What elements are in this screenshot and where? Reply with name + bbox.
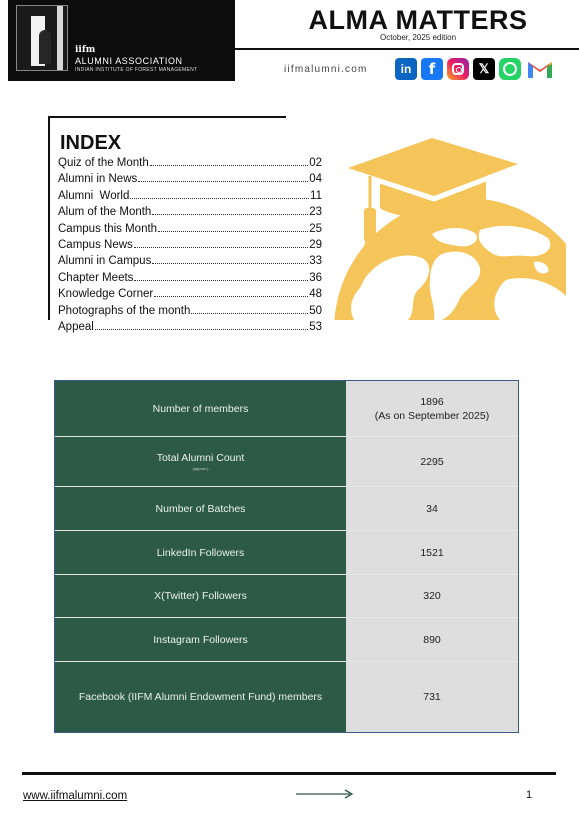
table-row — [55, 487, 518, 531]
stat-value: 890 — [346, 618, 518, 661]
header-divider — [235, 48, 579, 50]
index-item[interactable]: Alumni in News 04 — [58, 173, 322, 186]
index-item[interactable]: Chapter Meets 36 — [58, 271, 322, 284]
table-row — [55, 531, 518, 575]
stat-label: Instagram Followers — [55, 618, 346, 661]
graduation-globe-graphic — [330, 130, 566, 320]
footer-site-link[interactable]: www.iifmalumni.com — [23, 790, 128, 802]
stat-label: X(Twitter) Followers — [55, 575, 346, 617]
stat-label: Number of Batches — [55, 487, 346, 530]
whatsapp-icon[interactable] — [499, 58, 521, 80]
magazine-title: ALMA MATTERS — [308, 5, 528, 35]
site-link[interactable]: iifmalumni.com — [284, 64, 368, 75]
stat-value: 34 — [346, 487, 518, 530]
stat-label: Number of members — [55, 381, 346, 436]
logo-mark: iifm — [75, 45, 96, 55]
index-item[interactable]: Appeal 53 — [58, 320, 322, 333]
table-row — [55, 618, 518, 662]
stat-value: 731 — [346, 662, 518, 732]
table-row — [55, 662, 518, 732]
index-item[interactable]: Alumni World 11 — [58, 189, 322, 202]
index-title: INDEX — [60, 132, 122, 154]
stat-value: 1896 (As on September 2025) — [346, 381, 518, 436]
index-item[interactable]: Photographs of the month 50 — [58, 304, 322, 317]
stat-label: Facebook (IIFM Alumni Endowment Fund) members — [55, 662, 346, 732]
page-number: 1 — [526, 789, 533, 801]
instagram-icon[interactable] — [447, 58, 469, 80]
stats-table — [54, 380, 519, 733]
gmail-icon[interactable] — [525, 58, 555, 80]
facebook-icon[interactable]: f — [421, 58, 443, 80]
edition-label: October, 2025 edition — [379, 33, 457, 42]
logo-image — [16, 5, 68, 71]
index-item[interactable]: Knowledge Corner 48 — [58, 288, 322, 301]
table-row — [55, 381, 518, 437]
table-row — [55, 575, 518, 618]
x-twitter-icon[interactable]: 𝕏 — [473, 58, 495, 80]
index-item[interactable]: Campus this Month 25 — [58, 222, 322, 235]
index-list — [58, 157, 322, 337]
stat-label: LinkedIn Followers — [55, 531, 346, 574]
arrow-right-icon — [296, 787, 354, 801]
social-links — [395, 58, 555, 82]
index-item[interactable]: Campus News 29 — [58, 238, 322, 251]
stat-value: 2295 — [346, 437, 518, 486]
index-item[interactable]: Quiz of the Month 02 — [58, 157, 322, 169]
stat-value: 1521 — [346, 531, 518, 574]
org-title: ALUMNI ASSOCIATION — [75, 56, 183, 66]
table-row — [55, 437, 518, 487]
index-item[interactable]: Alumni in Campus 33 — [58, 255, 322, 268]
stat-value: 320 — [346, 575, 518, 617]
org-subtitle: INDIAN INSTITUTE OF FOREST MANAGEMENT — [75, 67, 198, 73]
footer-divider — [22, 772, 556, 775]
association-logo-banner — [8, 0, 235, 81]
stat-label: Total Alumni Count (approx.) — [55, 437, 346, 486]
linkedin-icon[interactable]: in — [395, 58, 417, 80]
index-item[interactable]: Alum of the Month 23 — [58, 206, 322, 219]
